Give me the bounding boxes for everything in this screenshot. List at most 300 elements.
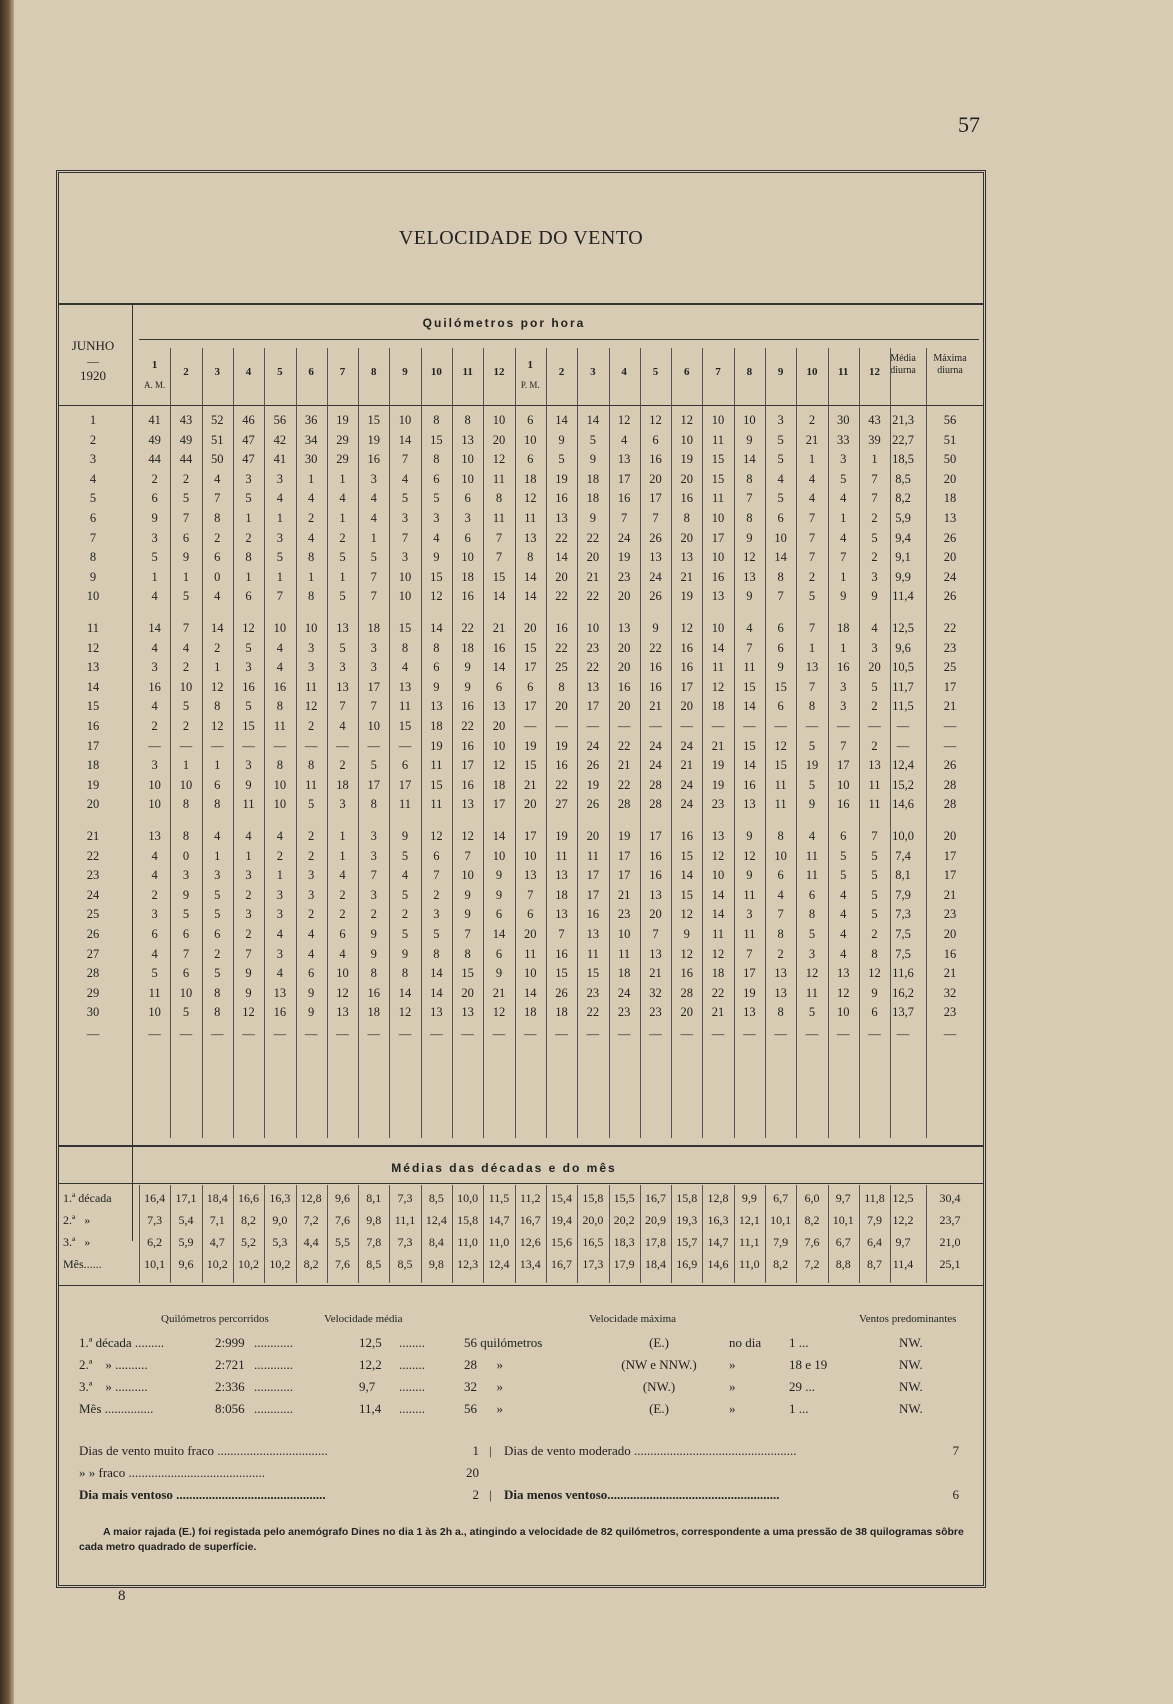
hourly-value: 19 [555,738,568,753]
summary-day-label: » [729,1357,736,1372]
hourly-value: 9 [746,432,753,447]
hourly-value: 17 [398,777,412,792]
hourly-value: 3 [464,511,471,525]
hourly-value: 8 [401,966,409,981]
hourly-value: 16 [586,907,600,922]
hourly-value: 6 [433,660,440,675]
summary-media: 12,5 [359,1335,382,1350]
hourly-value: 8 [495,491,503,506]
hourly-value: 43 [868,413,881,427]
maxima-diurna: 28 [943,797,957,812]
hourly-value: 10 [398,589,412,604]
separator: | [489,1487,492,1502]
hourly-value: 13 [743,797,756,812]
hourly-value: 19 [336,413,349,427]
hourly-value: 18 [461,640,474,655]
hourly-value: — [555,719,568,733]
hour-header: 1 [151,359,158,371]
hourly-value: 16 [680,660,693,675]
hourly-value: 4 [840,530,847,545]
hourly-value: 4 [151,640,158,655]
hourly-value: 6 [433,471,440,486]
hourly-value: 12 [461,829,474,843]
media-diurna: 7,9 [895,887,911,902]
means-bottom-rule [59,1285,983,1286]
hourly-value: 6 [495,907,503,922]
hourly-value: 9 [589,452,596,467]
hourly-value: 5 [777,452,784,467]
hourly-value: 12 [430,829,443,843]
hourly-value: 13 [555,907,568,922]
hourly-value: 9 [245,777,252,792]
hourly-value: 16 [680,491,693,506]
mean-value: 11,0 [488,1235,510,1249]
hourly-value: — [336,738,349,753]
mean-value: 9,6 [178,1257,194,1271]
mean-value: 10,1 [832,1213,854,1227]
day-label: 1 [89,413,97,427]
hourly-value: 11 [868,797,881,812]
hourly-value: 13 [774,985,787,1000]
mean-maxima: 23,7 [939,1213,961,1227]
maxima-diurna-header [928,353,972,377]
hourly-value: 22 [617,777,631,792]
hourly-value: 6 [151,927,158,941]
hourly-value: 19 [617,550,631,565]
hourly-value: 6 [214,777,221,792]
hourly-value: 13 [555,511,568,525]
dia-menos-ventoso-label: Dia menos ventoso..................................................... [504,1487,780,1502]
hourly-value: 14 [774,550,787,565]
hourly-value: 16 [461,738,474,753]
mean-value: 10,2 [206,1257,228,1271]
hour-header: 4 [621,366,627,378]
mean-value: 9,7 [835,1191,851,1205]
summary-ventos: NW. [899,1335,923,1350]
hour-header: 6 [683,366,690,378]
hourly-value: 17 [649,829,662,843]
hourly-value: 16 [836,797,850,812]
page-title: VELOCIDADE DO VENTO [398,227,644,249]
hourly-value: 15 [743,738,756,753]
hourly-value: 5 [245,699,252,714]
hourly-value: — [617,719,631,733]
hour-header: 12 [869,366,881,378]
hourly-value: 12 [680,946,693,961]
hourly-value: 12 [398,1005,412,1020]
hourly-value: 1 [308,569,315,584]
hourly-value: 2 [151,719,158,733]
hourly-value: 3 [276,471,283,486]
hourly-value: 6 [495,679,503,694]
hourly-value: 3 [871,569,878,584]
hourly-value: 4 [433,530,440,545]
hourly-value: 21 [680,569,693,584]
hourly-value: 14 [430,966,443,981]
hourly-value: 17 [649,491,662,506]
hourly-value: 2 [214,640,221,655]
hourly-value: 4 [808,491,816,506]
mean-media: 11,4 [892,1257,914,1271]
summary-max: 56 » [464,1401,503,1416]
hourly-value: 11 [805,868,818,883]
hourly-value: 16 [461,699,474,714]
day-label: 7 [89,530,97,545]
hourly-value: 23 [711,797,725,812]
column-rule [421,1185,422,1283]
maxima-diurna: 21 [943,966,957,981]
mean-value: 16,3 [707,1213,729,1227]
hourly-value: 17 [523,829,537,843]
hour-header: 1 [527,359,533,371]
hourly-value: 11 [586,848,599,863]
hourly-value: 10 [398,413,412,427]
summary-ventos-header: Ventos predominantes [859,1313,957,1325]
hourly-value: 11 [743,660,756,675]
leader-dots: ........ [399,1357,425,1372]
maxima-diurna: 23 [943,640,957,655]
hourly-value: 28 [649,777,662,792]
hourly-value: 4 [339,719,346,733]
hourly-value: 17 [836,758,850,773]
hourly-value: 3 [370,848,377,863]
day-label: 25 [86,907,100,922]
hourly-value: 14 [743,699,756,714]
mean-value: 16,7 [519,1213,541,1227]
hourly-value: 7 [182,511,190,525]
hourly-value: 7 [808,621,816,635]
hourly-value: 3 [308,660,315,675]
dash: — [210,1027,224,1041]
hourly-value: 11 [242,797,255,812]
mean-value: 12,3 [457,1257,479,1271]
hourly-value: 14 [523,589,537,604]
leader-dots: ............ [254,1379,293,1394]
hourly-value: 49 [148,432,161,447]
hourly-value: 42 [273,432,287,447]
hourly-value: 47 [242,432,255,447]
hourly-value: 3 [808,946,816,961]
hourly-value: 22 [649,640,662,655]
hourly-value: 10 [711,511,725,525]
hourly-value: 7 [871,829,878,843]
hourly-value: 3 [308,868,315,883]
mean-value: 8,5 [366,1257,382,1271]
hourly-value: 7 [840,738,847,753]
hourly-value: 4 [308,927,315,941]
mean-value: 14,7 [707,1235,729,1249]
hourly-value: 25 [555,660,568,675]
hourly-value: 20 [492,719,506,733]
hourly-value: 18 [836,621,850,635]
hourly-value: 11 [305,679,318,694]
means-header: Médias das décadas e do mês [391,1161,617,1175]
hour-header: 8 [370,366,377,378]
hourly-value: 4 [777,887,784,902]
hourly-value: 5 [871,887,878,902]
hourly-value: 2 [308,907,315,922]
hourly-value: 2 [370,907,377,922]
hourly-value: 6 [808,887,816,902]
hourly-value: 24 [586,738,600,753]
mean-value: 19,3 [676,1213,698,1227]
hourly-value: 10 [523,966,537,981]
hourly-value: 11 [805,985,818,1000]
hourly-value: 16 [367,452,380,467]
hourly-value: 20 [649,471,662,486]
hourly-value: 11 [430,758,443,773]
maxima-diurna: 50 [943,452,957,467]
hourly-value: 5 [182,589,190,604]
hourly-value: 13 [523,868,537,883]
hourly-value: 12 [430,589,443,604]
hourly-value: 5 [151,966,158,981]
mean-value: 18,4 [644,1257,666,1271]
hourly-value: 21 [492,985,506,1000]
hourly-value: 5 [401,927,409,941]
mean-value: 18,4 [206,1191,228,1205]
hourly-value: 2 [339,530,346,545]
hourly-value: 6 [464,530,471,545]
hour-header: 2 [558,366,565,378]
mean-value: 7,2 [303,1213,319,1227]
hourly-value: 13 [836,966,850,981]
mean-value: 7,2 [804,1257,820,1271]
hourly-value: 4 [401,471,409,486]
media-diurna: — [896,719,910,733]
mean-value: 20,9 [644,1213,666,1227]
hour-header: 9 [777,366,784,378]
hourly-value: 15 [711,471,725,486]
hourly-value: 3 [276,887,283,902]
hourly-value: 9 [808,797,816,812]
hourly-value: 14 [210,621,224,635]
hourly-value: 4 [339,868,346,883]
hourly-value: 13 [743,569,756,584]
hourly-value: 14 [711,640,725,655]
hourly-value: 15 [367,413,380,427]
hourly-value: 3 [308,887,315,902]
mean-value: 11,1 [394,1213,416,1227]
hourly-value: 7 [746,640,753,655]
hourly-value: 1 [840,640,847,655]
maxima-diurna: 17 [943,868,957,883]
hourly-value: 34 [304,432,318,447]
maxima-diurna: 22 [943,621,957,635]
hourly-value: 20 [492,432,506,447]
hourly-value: 17 [711,530,725,545]
hourly-value: 5 [433,491,440,506]
hourly-value: 7 [433,868,440,883]
hourly-value: 16 [461,777,474,792]
column-rule [734,1185,735,1283]
hourly-value: 16 [836,660,850,675]
hourly-value: 16 [649,868,662,883]
hourly-value: 13 [617,452,631,467]
hourly-value: 19 [523,738,537,753]
hourly-value: 18 [711,699,725,714]
hourly-value: — [868,719,881,733]
dash: — [649,1027,662,1041]
title-divider [59,303,983,305]
day-label: 21 [86,829,100,843]
hourly-value: 13 [680,550,693,565]
maxima-diurna: 26 [943,589,957,604]
hourly-value: 9 [746,589,753,604]
hourly-value: 11 [430,797,443,812]
hourly-value: 13 [492,699,506,714]
hourly-value: 2 [182,660,190,675]
hourly-value: 15 [523,758,537,773]
hourly-value: 10 [492,848,506,863]
hourly-value: 16 [555,758,568,773]
hourly-value: 5 [777,432,784,447]
hourly-value: 26 [586,797,600,812]
hourly-value: 7 [339,699,346,714]
hourly-value: 17 [617,848,631,863]
mean-value: 11,2 [519,1191,541,1205]
hourly-value: 28 [617,797,631,812]
hourly-value: 13 [461,432,474,447]
mean-value: 20,0 [582,1213,604,1227]
mean-media: 9,7 [895,1235,911,1249]
mean-value: 6,4 [867,1235,883,1249]
day-label: 20 [86,797,100,812]
mean-value: 12,1 [738,1213,760,1227]
hourly-value: 9 [182,550,190,565]
footnote: A maior rajada (E.) foi registada pelo anemógrafo Dines no dia 1 às 2h a., atingindo a velocidade de 82 quilómetros, correspondente a uma pressão de 38 quilogramas sôbre cada metro quadrado de superfície. [79,1526,964,1553]
mean-value: 8,8 [835,1257,851,1271]
mean-value: 9,9 [741,1191,757,1205]
leader-dots: ............ [254,1357,293,1372]
hourly-value: 8 [527,550,534,565]
hourly-value: 9 [308,985,315,1000]
hourly-value: 9 [245,966,252,981]
maxima-diurna: 23 [943,907,957,922]
hourly-value: 6 [871,1005,878,1020]
hourly-value: 6 [464,491,471,506]
hourly-value: 10 [273,621,287,635]
hourly-value: 9 [245,985,252,1000]
summary-ventos: NW. [899,1379,923,1394]
hourly-value: 51 [210,432,224,447]
hourly-value: 5 [214,887,221,902]
hourly-value: 6 [182,927,190,941]
maxima-diurna: 23 [943,1005,957,1020]
hourly-value: 20 [680,1005,693,1020]
mean-value: 14,7 [488,1213,510,1227]
dia-mais-ventoso-value: 2 [472,1487,479,1502]
hourly-value: 18 [555,1005,568,1020]
hourly-value: 24 [649,738,662,753]
hourly-value: 26 [649,530,662,545]
hourly-value: 21 [617,758,631,773]
hourly-value: 2 [276,848,283,863]
column-rule [233,1185,234,1283]
column-rule [264,1185,265,1283]
hourly-value: 4 [214,829,221,843]
mean-value: 15,7 [676,1235,698,1249]
hourly-value: 26 [586,758,600,773]
hourly-value: 11 [524,946,537,961]
hourly-value: 7 [621,511,628,525]
hourly-value: 13 [586,679,600,694]
maxima-diurna: 20 [943,471,957,486]
hourly-value: 10 [461,868,474,883]
mean-value: 6,7 [835,1235,851,1249]
mean-value: 7,6 [334,1213,350,1227]
hourly-value: 14 [743,452,756,467]
hourly-value: 10 [711,413,725,427]
hourly-value: 9 [433,679,440,694]
mean-value: 15,4 [551,1191,573,1205]
hourly-value: 15 [398,621,412,635]
column-rule [609,1185,610,1283]
summary-media-header: Velocidade média [324,1313,403,1325]
hourly-value: — [774,719,787,733]
hourly-value: 20 [649,907,662,922]
hourly-value: 9 [840,589,847,604]
hourly-value: 9 [464,907,471,922]
hourly-value: 7 [652,927,659,941]
pm-label: P. M. [520,380,540,390]
hourly-value: 13 [336,679,349,694]
mean-value: 8,5 [397,1257,413,1271]
mean-value: 7,6 [334,1257,350,1271]
hourly-value: 17 [586,887,600,902]
hourly-value: 8 [308,758,315,773]
dia-menos-ventoso-value: 6 [952,1487,959,1502]
hourly-value: 4 [370,491,377,506]
column-rule [546,1185,547,1283]
hourly-value: 18 [617,966,631,981]
maxima-diurna: 20 [943,927,957,941]
hourly-value: 6 [245,589,252,604]
hourly-value: 14 [398,432,412,447]
hourly-value: 20 [680,471,693,486]
hourly-value: 18 [430,719,443,733]
hourly-value: 13 [711,829,725,843]
summary-max-header: Velocidade máxima [589,1313,677,1325]
column-rule [890,1185,891,1283]
hourly-value: 10 [680,432,693,447]
hourly-value: 16 [555,621,568,635]
hourly-value: 17 [586,868,600,883]
hourly-value: 18 [461,569,474,584]
hourly-value: 3 [245,868,252,883]
hourly-value: 13 [649,550,662,565]
hourly-value: 7 [276,589,283,604]
hourly-value: 8 [746,471,753,486]
mean-value: 5,9 [178,1235,194,1249]
signature-mark: 8 [118,1588,126,1604]
dash: — [523,1027,537,1041]
column-rule [483,1185,484,1283]
column-rule [796,1185,797,1283]
hourly-value: 16 [492,640,506,655]
hourly-value: 8 [777,829,784,843]
dash: — [836,1027,850,1041]
day-label: 28 [86,966,100,981]
hourly-value: 18 [492,777,506,792]
hourly-value: 4 [808,829,816,843]
mean-value: 16,6 [238,1191,260,1205]
hourly-value: 12 [711,946,725,961]
hourly-value: 10 [711,868,725,883]
hourly-value: 14 [680,868,693,883]
hour-header: 11 [462,366,473,378]
hourly-value: 12 [774,738,787,753]
